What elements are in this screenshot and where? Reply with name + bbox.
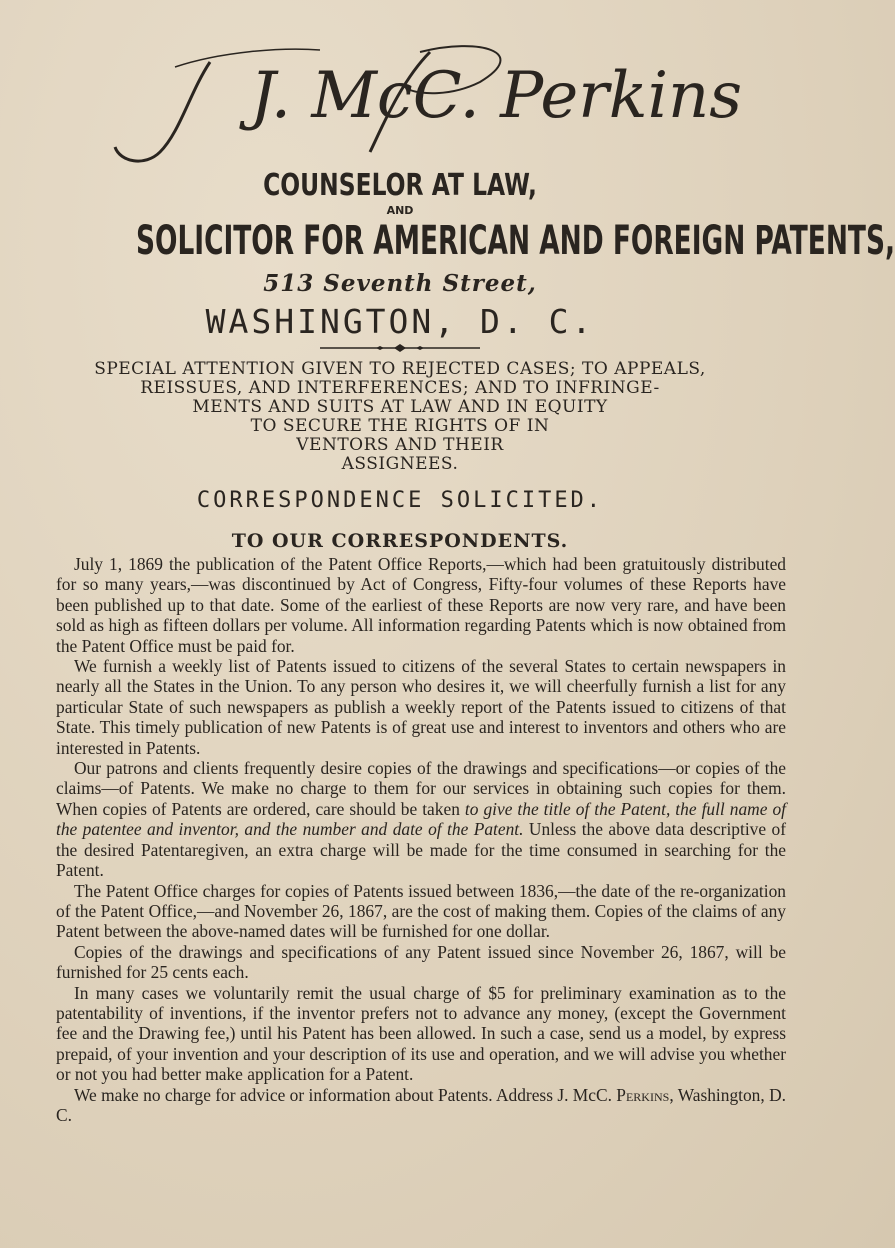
- body-text: [56, 554, 786, 1125]
- header-city: WASHINGTON, D. C.: [205, 302, 595, 341]
- paragraph: Copies of the drawings and specifications of any Patent issued since November 26, 1867, will be furnished for 25 cents each.: [56, 941, 786, 983]
- paragraph-italic: to give the title of the Patent, the full name of the patentee and inventor, and the number and date of the Patent.: [56, 798, 786, 840]
- signature-text: J. McC. Perkins: [250, 59, 743, 133]
- paragraph: July 1, 1869 the publication of the Patent Office Reports,—which had been gratuitously distributed for so many years,—was discontinued by Act of Congress, Fifty-four volumes of these Reports have been published up to that date. Some of the earliest of these Reports are now very rare, and have been sold as high as fifteen dollars per volume. All information regarding Patents which is now obtained from the Patent Office must be paid for.: [56, 554, 786, 656]
- paragraph-text: , Washington, D. C.: [56, 1084, 786, 1125]
- correspondence-solicited: CORRESPONDENCE SOLICITED.: [196, 488, 604, 513]
- name-small-caps: Perkins: [616, 1084, 670, 1105]
- paragraph: In many cases we voluntarily remit the usual charge of $5 for preliminary examination as to the patentability of inventions, if the inventor prefers not to advance any money, (except the Government fee and the Drawing fee,) until his Patent has been allowed. In such a case, send us a model, by express prepaid, of your invention and your description of its use and operation, and we will advise you whether or not you had better make application for a Patent.: [56, 982, 786, 1085]
- special-line: VENTORS AND THEIR: [296, 435, 504, 455]
- header-and: AND: [386, 204, 414, 217]
- paragraph: The Patent Office charges for copies of Patents issued between 1836,—the date of the re-organization of the Patent Office,—and November 26, 1867, are the cost of making them. Copies of the claims of any Patent between the above-named dates will be furnished for one dollar.: [56, 880, 786, 942]
- paragraph-text: Our patrons and clients frequently desire copies of the drawings and specifications—or copies of the claims—of Patents. We make no charge to them for our services in obtaining such copies for them. When copies of Patents are ordered, care should be taken: [56, 758, 786, 819]
- ornament-divider-icon: [300, 343, 500, 353]
- special-line: SPECIAL ATTENTION GIVEN TO REJECTED CASES; TO APPEALS,: [94, 359, 706, 379]
- signature-image: [100, 22, 743, 172]
- special-attention-block: [20, 360, 780, 474]
- paragraph-text: We make no charge for advice or information about Patents. Address J. McC.: [74, 1084, 617, 1105]
- special-line: MENTS AND SUITS AT LAW AND IN EQUITY: [192, 397, 608, 417]
- paragraph: [56, 1085, 786, 1126]
- header-street: 513 Seventh Street,: [263, 270, 537, 297]
- special-line: ASSIGNEES.: [341, 454, 459, 474]
- header-solicitor: SOLICITOR FOR AMERICAN AND FOREIGN PATENTS,: [136, 218, 895, 264]
- header-counselor: COUNSELOR AT LAW,: [263, 168, 537, 203]
- paragraph-text: Unless the above data descriptive of the desired Patentaregiven, an extra charge will be made for the time consumed in searching for the Patent.: [56, 819, 786, 881]
- paragraph: We furnish a weekly list of Patents issued to citizens of the several States to certain newspapers in nearly all the States in the Union. To any person who desires it, we will cheerfully furnish a list for any particular State of such newspapers as publish a weekly report of the Patents issued to citizens of that State. This timely publication of new Patents is of great use and interest to inventors and others who are interested in Patents.: [56, 656, 786, 758]
- section-title: TO OUR CORRESPONDENTS.: [231, 530, 569, 552]
- special-line: TO SECURE THE RIGHTS OF IN: [250, 416, 550, 436]
- special-line: REISSUES, AND INTERFERENCES; AND TO INFRINGE-: [140, 378, 660, 398]
- paragraph: [56, 758, 786, 880]
